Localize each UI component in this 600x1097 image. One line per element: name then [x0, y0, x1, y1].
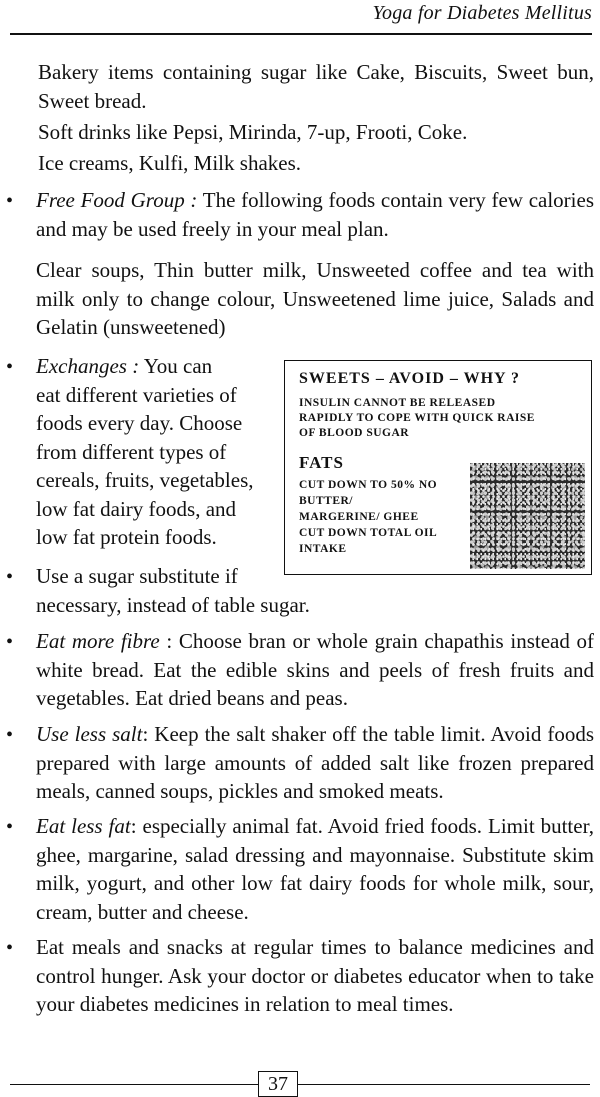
footer-rule	[10, 1084, 258, 1085]
salt-term: Use less salt	[36, 722, 143, 746]
exchanges-line: cereals, fruits, vegetables,	[36, 468, 254, 492]
fibre-term: Eat more fibre	[36, 629, 160, 653]
sweets-line: OF BLOOD SUGAR	[299, 427, 410, 439]
running-header: Yoga for Diabetes Mellitus	[372, 2, 592, 24]
free-food-list: Clear soups, Thin butter milk, Unsweeted coffee and tea with milk only to change colour, Unsweetened lime juice, Salads and Gelatin (unsweetened)	[36, 258, 594, 339]
exchanges-line: low fat dairy foods, and	[36, 496, 237, 521]
food-photo	[470, 463, 585, 569]
fats-heading: FATS	[299, 453, 344, 472]
exchanges-line: from different types of	[36, 439, 227, 464]
sugar-substitute-line: Use a sugar substitute if	[36, 564, 238, 588]
sugar-substitute-line: necessary, instead of table sugar.	[36, 592, 310, 617]
fibre-paragraph	[36, 627, 594, 713]
free-food-paragraph	[36, 186, 594, 243]
sweets-fats-box	[284, 360, 592, 575]
exchanges-line: eat different varieties of	[36, 382, 237, 407]
exchanges-line: low fat protein foods.	[36, 525, 217, 549]
fibre-text: : Choose bran or whole grain chapathis instead of white bread. Eat the edible skins and peels of fresh fruits and vegetables. Eat dried beans and peas.	[36, 629, 594, 710]
exchanges-line: You can	[139, 354, 213, 378]
footer-rule	[298, 1084, 590, 1085]
sweets-line: INSULIN CANNOT BE RELEASED	[299, 397, 496, 409]
fats-line: CUT DOWN TOTAL OIL	[299, 527, 438, 539]
fat-text: : especially animal fat. Avoid fried foods. Limit butter, ghee, margarine, salad dressing and mayonnaise. Substitute skim milk, yogurt, and other low fat dairy foods for whole milk, sour, cream, butter and cheese.	[36, 814, 594, 924]
soft-drinks: Soft drinks like Pepsi, Mirinda, 7-up, Frooti, Coke.	[38, 120, 468, 144]
bullet-fibre: •	[6, 631, 14, 653]
meals-paragraph: Eat meals and snacks at regular times to balance medicines and control hunger. Ask your doctor or diabetes educator when to take your diabetes medicines in relation to meal times.	[36, 935, 594, 1016]
fats-line: BUTTER/	[299, 495, 353, 507]
bullet-meals: •	[6, 937, 14, 959]
bullet-salt: •	[6, 724, 14, 746]
sugar-substitute-paragraph	[36, 562, 594, 619]
exchanges-paragraph	[36, 352, 276, 552]
bakery-items: Bakery items containing sugar like Cake, Biscuits, Sweet bun, Sweet bread.	[38, 60, 594, 113]
exchanges-line: foods every day. Choose	[36, 411, 243, 435]
fat-term: Eat less fat	[36, 814, 131, 838]
free-food-term: Free Food Group :	[36, 188, 198, 212]
sweets-heading: SWEETS – AVOID – WHY ?	[299, 370, 520, 387]
fats-line: CUT DOWN TO 50% NO	[299, 479, 438, 491]
sweets-line: RAPIDLY TO COPE WITH QUICK RAISE	[299, 412, 535, 424]
bullet-fat: •	[6, 816, 14, 838]
bullet-exchanges: •	[6, 356, 14, 378]
bullet-free-food: •	[6, 190, 14, 212]
fats-line: MARGERINE/ GHEE	[299, 511, 419, 523]
fats-line: INTAKE	[299, 543, 347, 555]
ice-creams: Ice creams, Kulfi, Milk shakes.	[38, 151, 302, 175]
exchanges-term: Exchanges :	[36, 354, 140, 378]
bullet-sugar-substitute: •	[6, 566, 14, 588]
salt-paragraph	[36, 720, 594, 806]
free-food-text: The following foods contain very few calories and may be used freely in your meal plan.	[36, 188, 594, 241]
salt-text: : Keep the salt shaker off the table limit. Avoid foods prepared with large amounts of added salt like frozen prepared meals, canned soups, pickles and smoked meats.	[36, 722, 594, 803]
page-number: 37	[258, 1071, 298, 1097]
fat-paragraph	[36, 812, 594, 926]
header-rule	[10, 33, 592, 35]
